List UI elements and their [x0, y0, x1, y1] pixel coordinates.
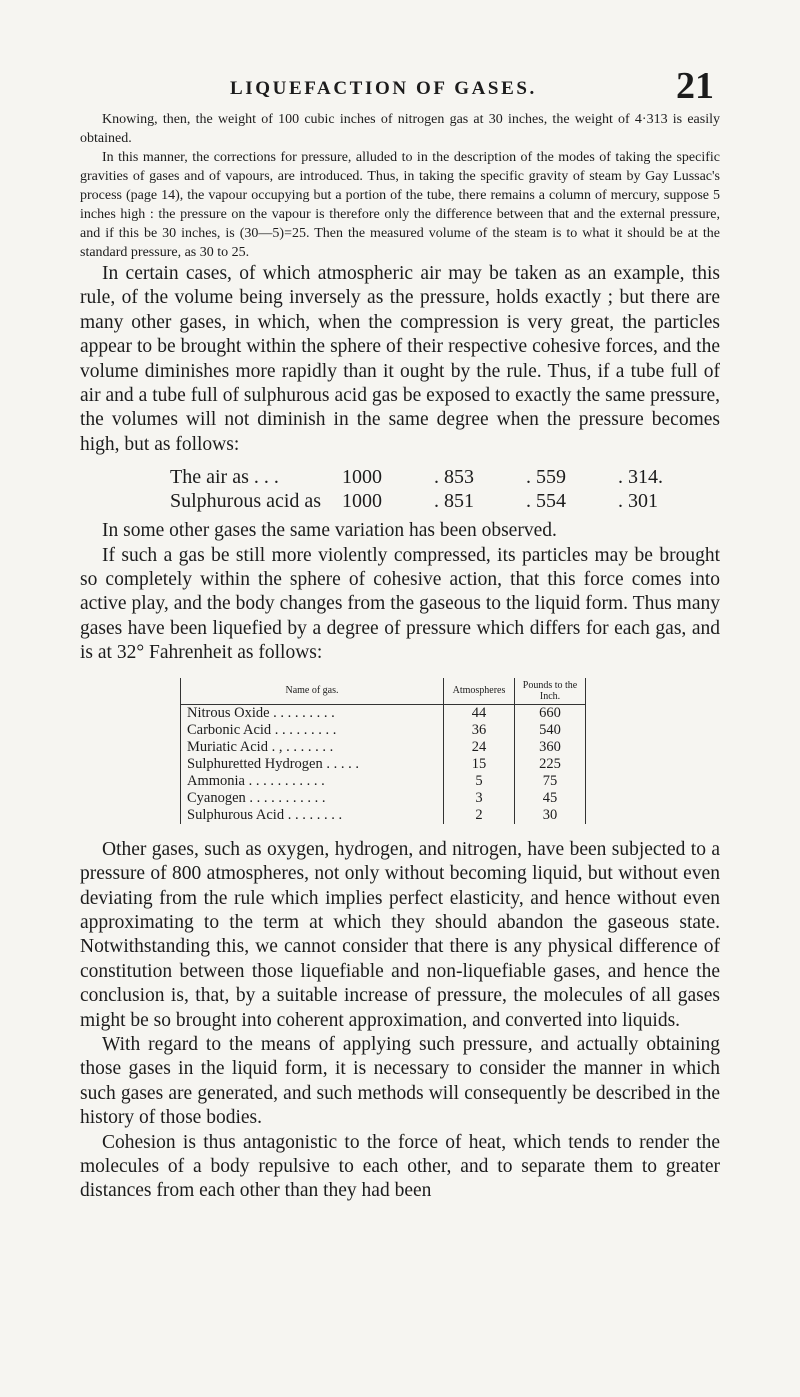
comparison-value: 1000 [342, 490, 382, 513]
comparison-value: . 851 [434, 490, 474, 513]
comparison-value: . 559 [526, 466, 566, 489]
table-row [181, 807, 586, 824]
table-row [181, 790, 586, 807]
running-title: LIQUEFACTION OF GASES. [230, 78, 537, 99]
gas-name: Sulphurous Acid . . . . . . . . [181, 807, 444, 824]
gas-atmospheres: 15 [444, 756, 515, 773]
comparison-table [170, 465, 720, 513]
table-row [181, 739, 586, 756]
paragraph-cohesion: Cohesion is thus antagonistic to the force of heat, which tends to render the molecules of a body repulsive to each other, and to separate them to greater distances from each other than they had been [80, 1131, 720, 1202]
paragraph-other-gases: Other gases, such as oxygen, hydrogen, and nitrogen, have been subjected to a pressure of 800 atmospheres, not only without becoming liquid, but without even deviating from the rule which implies perfect elasticity, and hence without even approximating to the term at which they should abandon the gaseous state. Notwithstanding this, we cannot consider that there is any physical difference of constitution between those liquefiable and non-liquefiable gases, and hence the conclusion is, that, by a suitable increase of pressure, the molecules of all gases might be so brought into coherent approximation, and converted into liquids. [80, 838, 720, 1031]
table-header-row [181, 678, 586, 705]
gas-atmospheres: 24 [444, 739, 515, 756]
gas-name: Carbonic Acid . . . . . . . . . [181, 722, 444, 739]
gas-name: Sulphuretted Hydrogen . . . . . [181, 756, 444, 773]
gas-atmospheres: 44 [444, 704, 515, 722]
liquefaction-table [180, 678, 586, 824]
gas-atmospheres: 36 [444, 722, 515, 739]
page-number: 21 [676, 65, 714, 107]
paragraph-nitrogen-weight: Knowing, then, the weight of 100 cubic inches of nitrogen gas at 30 inches, the weight of 4·313 is easily obtained. [80, 112, 720, 146]
header-pounds: Pounds to the Inch. [515, 678, 586, 705]
gas-pounds: 540 [515, 722, 586, 739]
table-row [181, 773, 586, 790]
gas-pounds: 75 [515, 773, 586, 790]
table-row [181, 756, 586, 773]
gas-name: Muriatic Acid . , . . . . . . . [181, 739, 444, 756]
comparison-label: Sulphurous acid as [170, 490, 322, 513]
comparison-row-air [170, 465, 720, 489]
gas-pounds: 660 [515, 704, 586, 722]
book-page [80, 0, 720, 1204]
gas-pounds: 30 [515, 807, 586, 824]
gas-pounds: 45 [515, 790, 586, 807]
gas-name: Cyanogen . . . . . . . . . . . [181, 790, 444, 807]
paragraph-liquefaction: If such a gas be still more violently compressed, its particles may be brought so completely within the sphere of cohesive action, that this force comes into active play, and the body changes from the gaseous to the liquid form. Thus many gases have been liquefied by a degree of pressure which differs for each gas, and is at 32° Fahrenheit as follows: [80, 544, 720, 664]
comparison-value: . 853 [434, 466, 474, 489]
small-print-section [80, 110, 720, 262]
comparison-value: . 314. [618, 466, 663, 489]
comparison-value: . 301 [618, 490, 658, 513]
comparison-row-sulphurous-acid [170, 489, 720, 513]
paragraph-means: With regard to the means of applying such pressure, and actually obtaining those gases in the liquid form, it is necessary to consider the manner in which such gases are generated, and such methods will consequently be described in the history of those bodies. [80, 1033, 720, 1129]
table-row [181, 704, 586, 722]
header-atmospheres: Atmospheres [444, 678, 515, 705]
gas-pounds: 360 [515, 739, 586, 756]
gas-atmospheres: 3 [444, 790, 515, 807]
comparison-label: The air as . . . [170, 466, 279, 489]
gas-atmospheres: 2 [444, 807, 515, 824]
paragraph-pressure-corrections: In this manner, the corrections for pressure, alluded to in the description of the modes of taking the specific gravities of gases and of vapours, are introduced. Thus, in taking the specific gravity of steam by Gay Lussac's process (page 14), the vapour occupying but a portion of the tube, there remains a column of mercury, suppose 5 inches high : the pressure on the vapour is therefore only the difference between that and the external pressure, and if this be 30 inches, is (30—5)=25. Then the measured volume of the steam is to what it should be at the standard pressure, as 30 to 25. [80, 150, 720, 260]
gas-pounds: 225 [515, 756, 586, 773]
comparison-value: 1000 [342, 466, 382, 489]
gas-name: Nitrous Oxide . . . . . . . . . [181, 704, 444, 722]
gas-name: Ammonia . . . . . . . . . . . [181, 773, 444, 790]
table-row [181, 722, 586, 739]
main-text [80, 262, 720, 1204]
gas-atmospheres: 5 [444, 773, 515, 790]
paragraph-volume-rule: In certain cases, of which atmospheric air may be taken as an example, this rule, of the volume being inversely as the pressure, holds exactly ; but there are many other gases, in which, when the compression is very great, the particles appear to be brought within the sphere of their respective cohesive forces, and the volume diminishes more rapidly than it ought by the rule. Thus, if a tube full of air and a tube full of sulphurous acid gas be exposed to exactly the same pressure, the volumes will not diminish in the same degree when the pressure becomes high, but as follows: [80, 263, 720, 455]
paragraph-variation: In some other gases the same variation has been observed. [102, 520, 557, 542]
page-header [80, 0, 720, 110]
header-gas-name: Name of gas. [181, 678, 444, 705]
comparison-value: . 554 [526, 490, 566, 513]
